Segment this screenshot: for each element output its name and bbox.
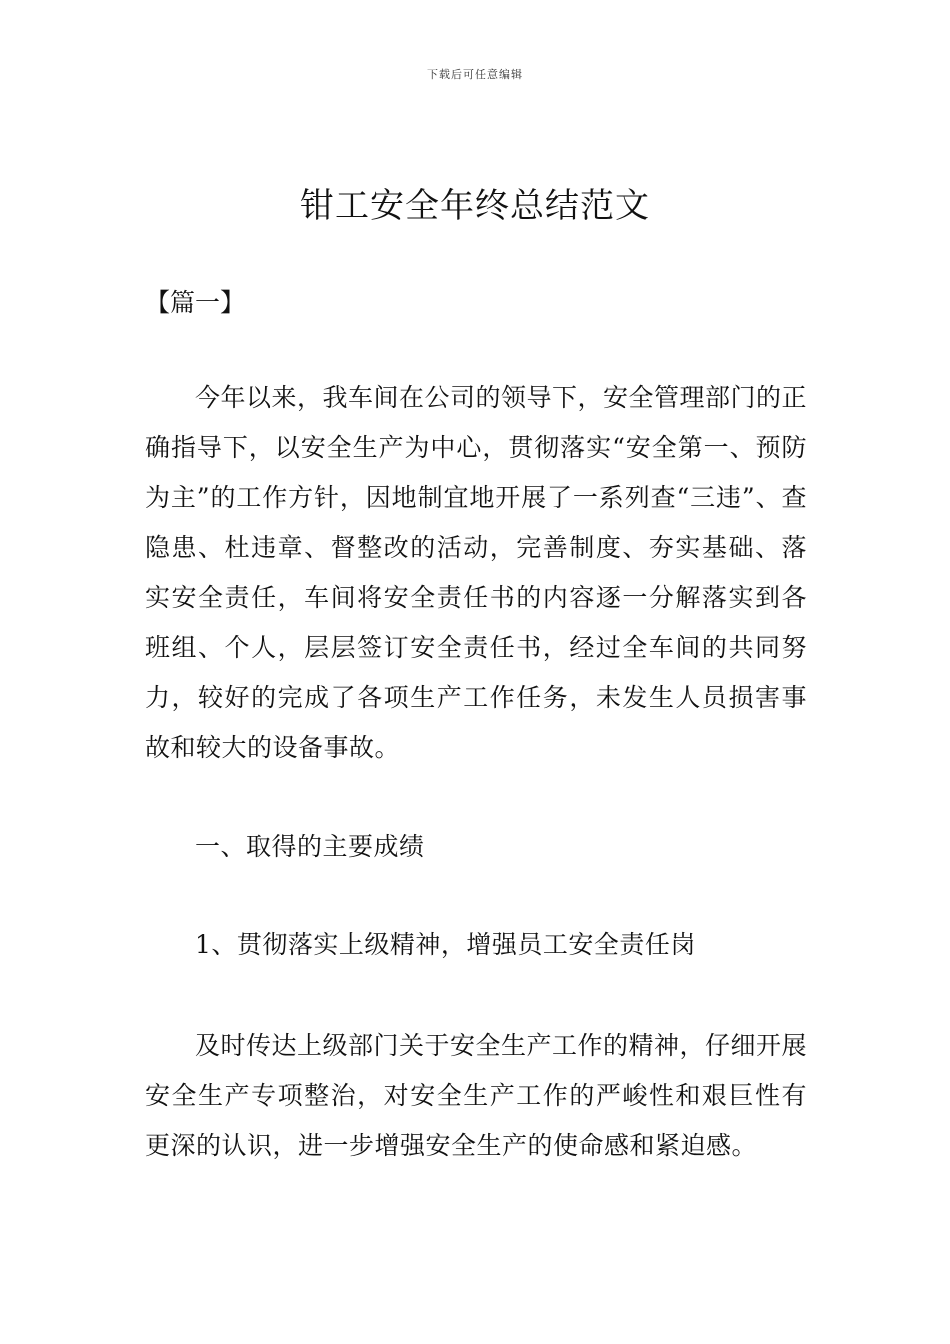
section-tag: 【篇一】 bbox=[145, 288, 246, 317]
section-heading-achievements: 一、取得的主要成绩 bbox=[195, 832, 425, 861]
header-note: 下载后可任意编辑 bbox=[427, 68, 523, 81]
subsection-heading-1: 1、贯彻落实上级精神，增强员工安全责任岗 bbox=[195, 930, 696, 959]
intro-paragraph: 今年以来，我车间在公司的领导下，安全管理部门的正确指导下，以安全生产为中心，贯彻落实“安全第一、预防为主”的工作方针，因地制宜地开展了一系列查“三违”、查隐患、杜违章、督整改的活动，完善制度、夯实基础、落实安全责任，车间将安全责任书的内容逐一分解落实到各班组、个人，层层签订安全责任书，经过全车间的共同努力，较好的完成了各项生产工作任务，未发生人员损害事故和较大的设备事故。 bbox=[145, 383, 808, 762]
document-title: 钳工安全年终总结范文 bbox=[300, 186, 650, 226]
body-paragraph-1: 及时传达上级部门关于安全生产工作的精神，仔细开展安全生产专项整治，对安全生产工作的严峻性和艰巨性有更深的认识，进一步增强安全生产的使命感和紧迫感。 bbox=[145, 1031, 808, 1160]
